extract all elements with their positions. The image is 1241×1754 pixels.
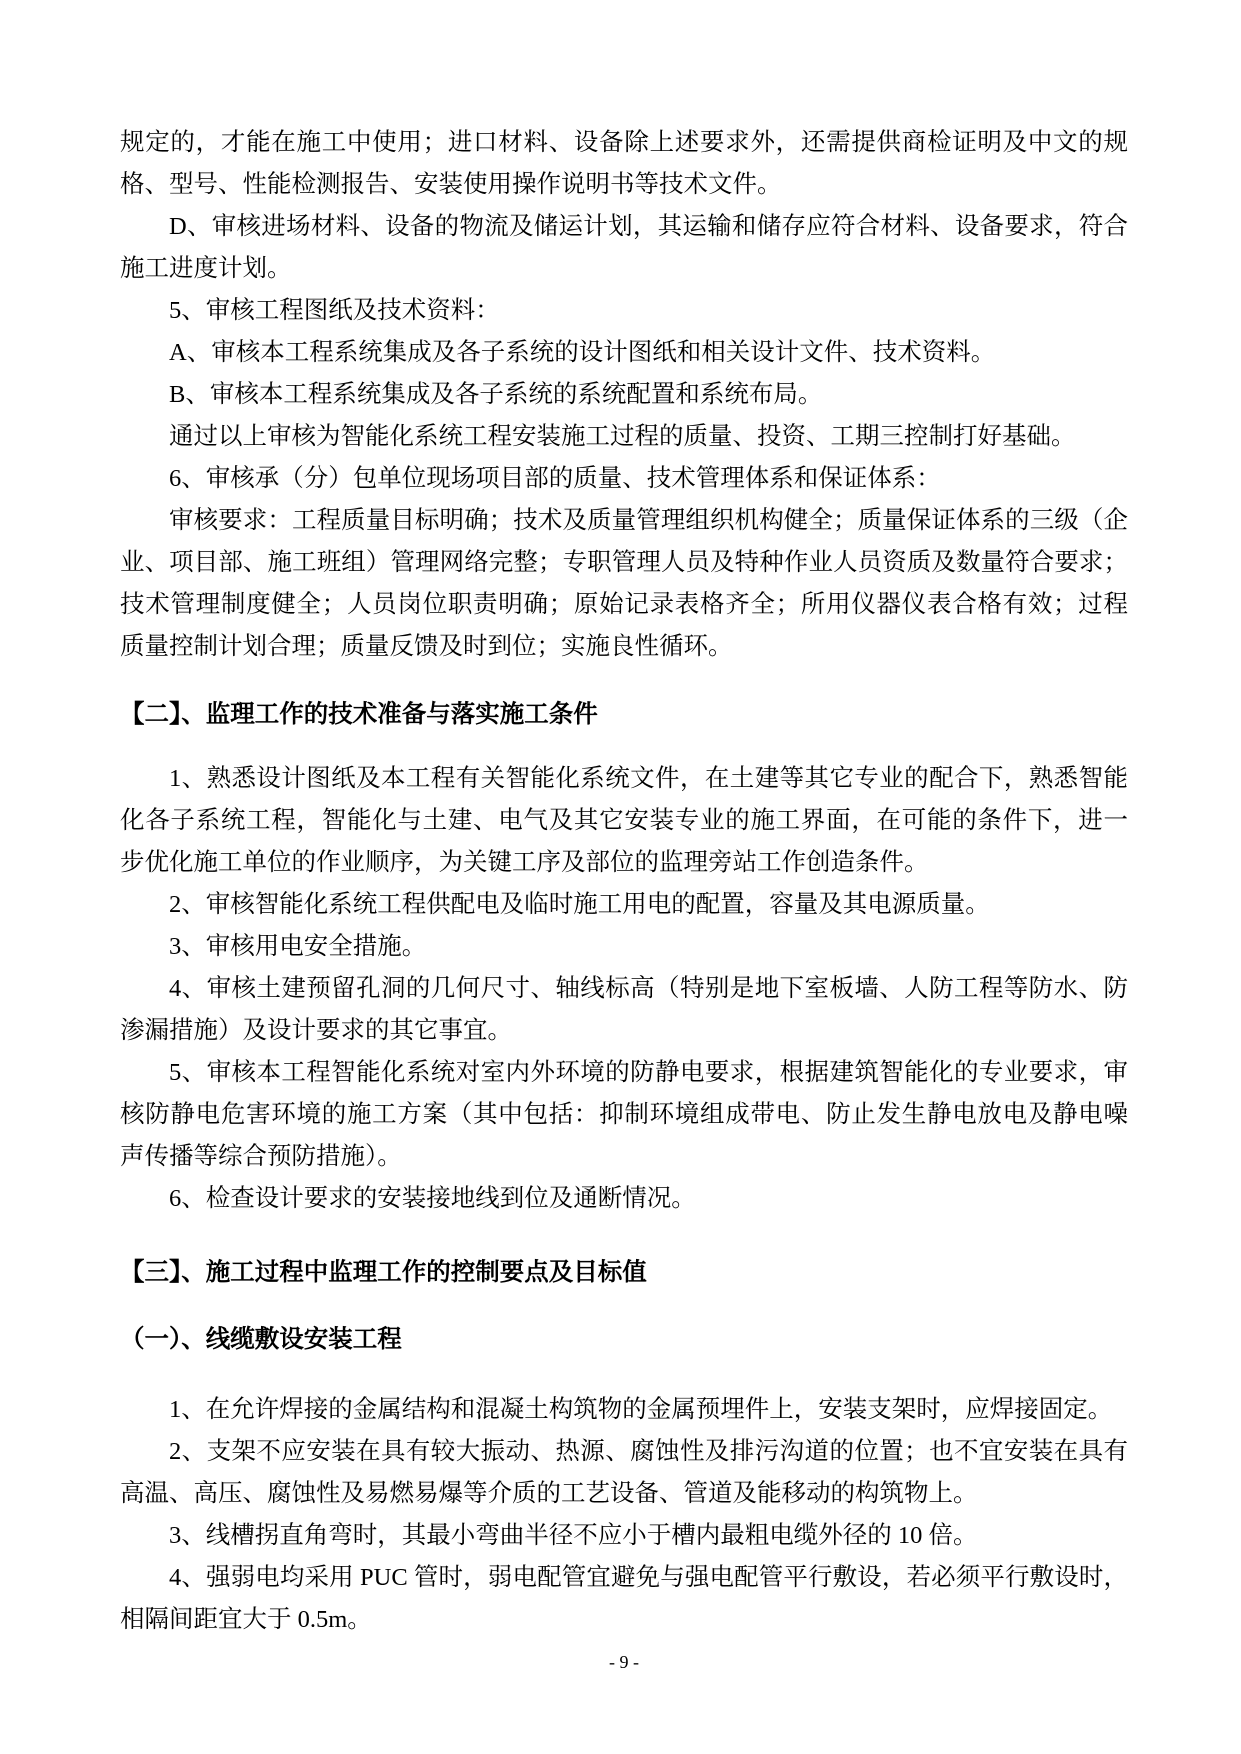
text-line: 相隔间距宜大于 0.5m。 xyxy=(120,1606,372,1633)
section-heading: 【二】、监理工作的技术准备与落实施工条件 xyxy=(120,699,598,728)
text-line: 4、审核土建预留孔洞的几何尺寸、轴线标高（特别是地下室板墙、人防工程等防水、防 xyxy=(169,975,1128,1002)
text-line: 技术管理制度健全；人员岗位职责明确；原始记录表格齐全；所用仪器仪表合格有效；过程 xyxy=(120,591,1128,618)
text-line: 2、审核智能化系统工程供配电及临时施工用电的配置，容量及其电源质量。 xyxy=(169,891,990,918)
text-line: 化各子系统工程，智能化与土建、电气及其它安装专业的施工界面，在可能的条件下，进一 xyxy=(120,807,1128,834)
text-line: 业、项目部、施工班组）管理网络完整；专职管理人员及特种作业人员资质及数量符合要求； xyxy=(120,549,1128,576)
paragraph xyxy=(120,1515,1128,1557)
paragraph xyxy=(120,968,1128,1052)
paragraph xyxy=(120,416,1128,458)
text-line: 3、审核用电安全措施。 xyxy=(169,933,427,960)
text-line: 质量控制计划合理；质量反馈及时到位；实施良性循环。 xyxy=(120,633,733,660)
section-heading: 【三】、施工过程中监理工作的控制要点及目标值 xyxy=(120,1257,647,1286)
text-line: 渗漏措施）及设计要求的其它事宜。 xyxy=(120,1017,512,1044)
text-line: D、审核进场材料、设备的物流及储运计划，其运输和储存应符合材料、设备要求，符合 xyxy=(169,213,1128,240)
text-line: 高温、高压、腐蚀性及易燃易爆等介质的工艺设备、管道及能移动的构筑物上。 xyxy=(120,1480,978,1507)
text-line: 5、审核本工程智能化系统对室内外环境的防静电要求，根据建筑智能化的专业要求，审 xyxy=(169,1059,1128,1086)
paragraph xyxy=(120,290,1128,332)
section-a xyxy=(120,122,1128,668)
text-line: 6、检查设计要求的安装接地线到位及通断情况。 xyxy=(169,1185,696,1212)
paragraph xyxy=(120,1178,1128,1220)
text-line: 4、强弱电均采用 PUC 管时，弱电配管宜避免与强电配管平行敷设，若必须平行敷设时， xyxy=(169,1564,1128,1591)
text-line: 通过以上审核为智能化系统工程安装施工过程的质量、投资、工期三控制打好基础。 xyxy=(169,423,1076,450)
paragraph xyxy=(120,206,1128,290)
section-b xyxy=(120,758,1128,1220)
text-line: B、审核本工程系统集成及各子系统的系统配置和系统布局。 xyxy=(169,381,823,408)
text-line: 格、型号、性能检测报告、安装使用操作说明书等技术文件。 xyxy=(120,171,782,198)
text-line: 步优化施工单位的作业顺序，为关键工序及部位的监理旁站工作创造条件。 xyxy=(120,849,929,876)
text-line: 规定的，才能在施工中使用；进口材料、设备除上述要求外，还需提供商检证明及中文的规 xyxy=(120,129,1128,156)
text-line: 6、审核承（分）包单位现场项目部的质量、技术管理体系和保证体系： xyxy=(169,465,941,492)
section-c xyxy=(120,1389,1128,1641)
subsection-heading: （一）、线缆敷设安装工程 xyxy=(120,1324,402,1353)
text-line: 声传播等综合预防措施）。 xyxy=(120,1143,402,1170)
text-line: 5、审核工程图纸及技术资料： xyxy=(169,297,500,324)
paragraph xyxy=(120,926,1128,968)
page-number: - 9 - xyxy=(609,1652,639,1672)
paragraph xyxy=(120,1431,1128,1515)
paragraph xyxy=(120,332,1128,374)
text-line: 2、支架不应安装在具有较大振动、热源、腐蚀性及排污沟道的位置；也不宜安装在具有 xyxy=(169,1438,1128,1465)
paragraph xyxy=(120,374,1128,416)
text-line: 1、熟悉设计图纸及本工程有关智能化系统文件，在土建等其它专业的配合下，熟悉智能 xyxy=(169,765,1128,792)
paragraph xyxy=(120,1052,1128,1178)
paragraph xyxy=(120,1389,1128,1431)
text-line: 核防静电危害环境的施工方案（其中包括：抑制环境组成带电、防止发生静电放电及静电噪 xyxy=(120,1101,1128,1128)
text-line: 施工进度计划。 xyxy=(120,255,292,282)
paragraph xyxy=(120,758,1128,884)
text-line: 1、在允许焊接的金属结构和混凝土构筑物的金属预埋件上，安装支架时，应焊接固定。 xyxy=(169,1396,1113,1423)
paragraph xyxy=(120,1557,1128,1641)
paragraph xyxy=(120,122,1128,206)
text-line: 3、线槽拐直角弯时，其最小弯曲半径不应小于槽内最粗电缆外径的 10 倍。 xyxy=(169,1522,978,1549)
text-line: A、审核本工程系统集成及各子系统的设计图纸和相关设计文件、技术资料。 xyxy=(169,339,996,366)
paragraph xyxy=(120,458,1128,500)
paragraph xyxy=(120,884,1128,926)
paragraph xyxy=(120,500,1128,668)
text-line: 审核要求：工程质量目标明确；技术及质量管理组织机构健全；质量保证体系的三级（企 xyxy=(169,507,1128,534)
